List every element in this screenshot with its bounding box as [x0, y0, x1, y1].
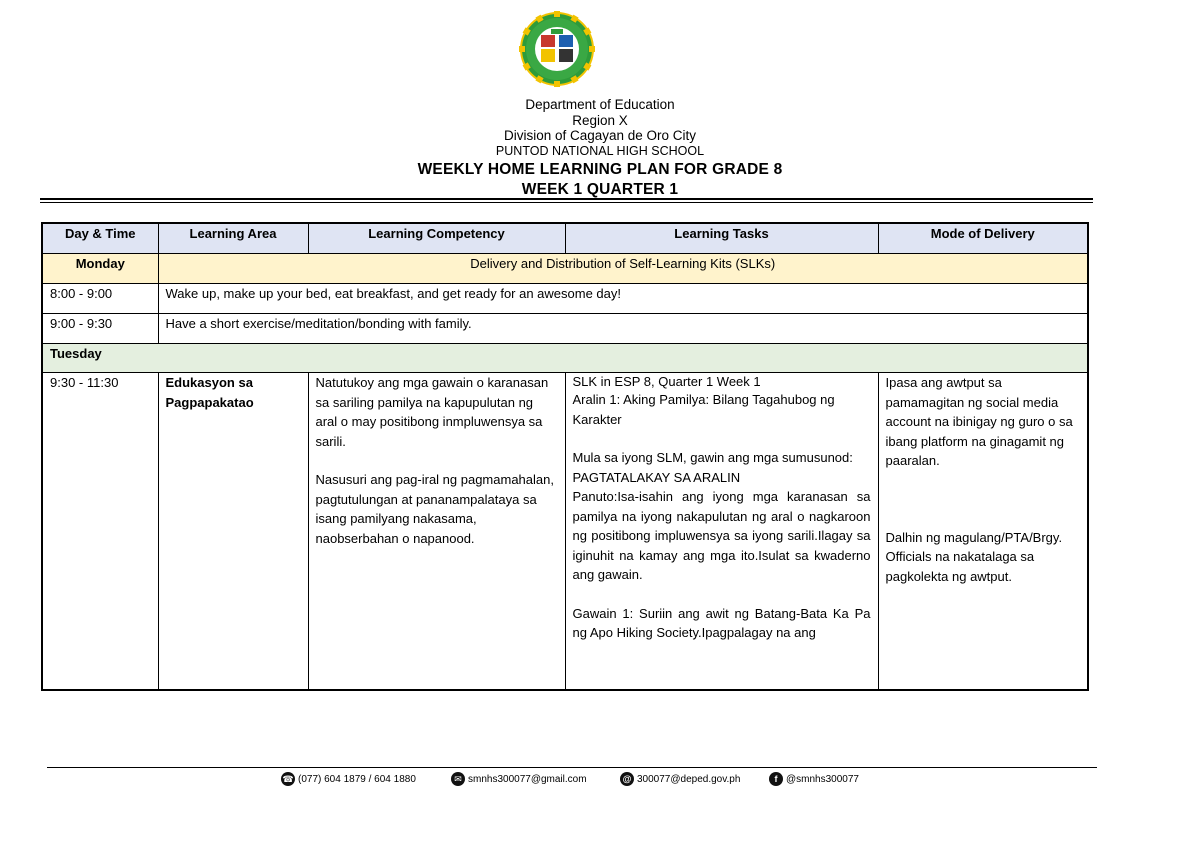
task-instructions: Panuto:Isa-isahin ang iyong mga karanasan sa pamilya na iyong nakapulutan ng aral o nagkaroon ng positibong impluwensya sa iyong sarili.Ilagay sa iginuhit na kamay ang mga ito.Isulat sa kwaderno ang gawain. — [572, 489, 871, 582]
table-row — [42, 314, 1088, 344]
division-name: Division of Cagayan de Oro City — [503, 128, 697, 143]
competency-2: Nasusuri ang pag-iral ng pagmamahalan, pagtutulungan at pananampalataya sa isang pamilyang nakasama, naobserbahan o napanood. — [315, 472, 554, 546]
activity-cell: Have a short exercise/meditation/bonding with family. — [158, 314, 1088, 344]
column-header-day-time: Day & Time — [42, 223, 158, 254]
time-cell: 8:00 - 9:00 — [42, 284, 158, 314]
column-header-learning-tasks: Learning Tasks — [565, 223, 878, 254]
deped-mail-icon: @ — [620, 772, 634, 786]
column-header-learning-competency: Learning Competency — [308, 223, 565, 254]
letterhead — [0, 97, 1200, 200]
task-title-2: Aralin 1: Aking Pamilya: Bilang Tagahubog ng Karakter — [572, 392, 835, 427]
learning-tasks-cell — [565, 373, 878, 691]
table-row-monday — [42, 254, 1088, 284]
time-cell: 9:30 - 11:30 — [42, 373, 158, 691]
task-intro: Mula sa iyong SLM, gawin ang mga sumusunod: — [572, 450, 853, 465]
header-rule — [40, 198, 1093, 200]
department-name: Department of Education — [525, 97, 675, 112]
table-row-tuesday — [42, 344, 1088, 373]
phone-icon: ☎ — [281, 772, 295, 786]
facebook-handle[interactable]: @smnhs300077 — [786, 773, 859, 785]
footer-phone — [281, 772, 416, 786]
header-rule-thin — [40, 202, 1093, 203]
task-heading: PAGTATALAKAY SA ARALIN — [572, 469, 741, 485]
monday-activity: Delivery and Distribution of Self-Learning Kits (SLKs) — [158, 254, 1088, 284]
region-name: Region X — [572, 112, 628, 128]
footer-rule — [47, 767, 1097, 768]
learning-plan-table — [41, 222, 1089, 691]
plan-subtitle: WEEK 1 QUARTER 1 — [521, 180, 679, 198]
footer-deped[interactable] — [620, 772, 740, 786]
column-header-mode-of-delivery: Mode of Delivery — [878, 223, 1088, 254]
footer-contacts — [0, 772, 1200, 792]
email-address[interactable]: smnhs300077@gmail.com — [468, 773, 587, 785]
phone-number: (077) 604 1879 / 604 1880 — [298, 773, 416, 785]
task-gawain: Gawain 1: Suriin ang awit ng Batang-Bata Ka Pa ng Apo Hiking Society.Ipagpalagay na ang — [572, 605, 871, 640]
mode-of-delivery-cell — [878, 373, 1088, 691]
time-cell: 9:00 - 9:30 — [42, 314, 158, 344]
facebook-icon: f — [769, 772, 783, 786]
table-header-row — [42, 223, 1088, 254]
day-tuesday: Tuesday — [42, 344, 1088, 373]
mode-1: Ipasa ang awtput sa pamamagitan ng social media account na ibinigay ng guro o sa ibang platform na ginagamit ng paaralan. — [885, 375, 1073, 468]
plan-title: WEEKLY HOME LEARNING PLAN FOR GRADE 8 — [417, 160, 783, 178]
school-seal-logo — [519, 11, 595, 87]
competency-1: Natutukoy ang mga gawain o karanasan sa sariling pamilya na kapupulutan ng aral o may positibong inmpluwensya sa sarili. — [315, 375, 549, 449]
learning-competency-cell — [308, 373, 565, 691]
deped-address[interactable]: 300077@deped.gov.ph — [637, 773, 741, 785]
footer-facebook[interactable] — [769, 772, 859, 786]
task-title-1: SLK in ESP 8, Quarter 1 Week 1 — [572, 374, 761, 389]
day-monday: Monday — [42, 254, 158, 284]
table-row — [42, 284, 1088, 314]
mode-2: Dalhin ng magulang/PTA/Brgy. Officials na nakatalaga sa pagkolekta ng awtput. — [885, 529, 1063, 584]
activity-cell: Wake up, make up your bed, eat breakfast, and get ready for an awesome day! — [158, 284, 1088, 314]
email-icon: ✉ — [451, 772, 465, 786]
learning-area-cell: Edukasyon sa Pagpapakatao — [158, 373, 308, 691]
column-header-learning-area: Learning Area — [158, 223, 308, 254]
footer-email[interactable] — [451, 772, 587, 786]
table-row-detail — [42, 373, 1088, 691]
school-name: PUNTOD NATIONAL HIGH SCHOOL — [495, 143, 705, 158]
